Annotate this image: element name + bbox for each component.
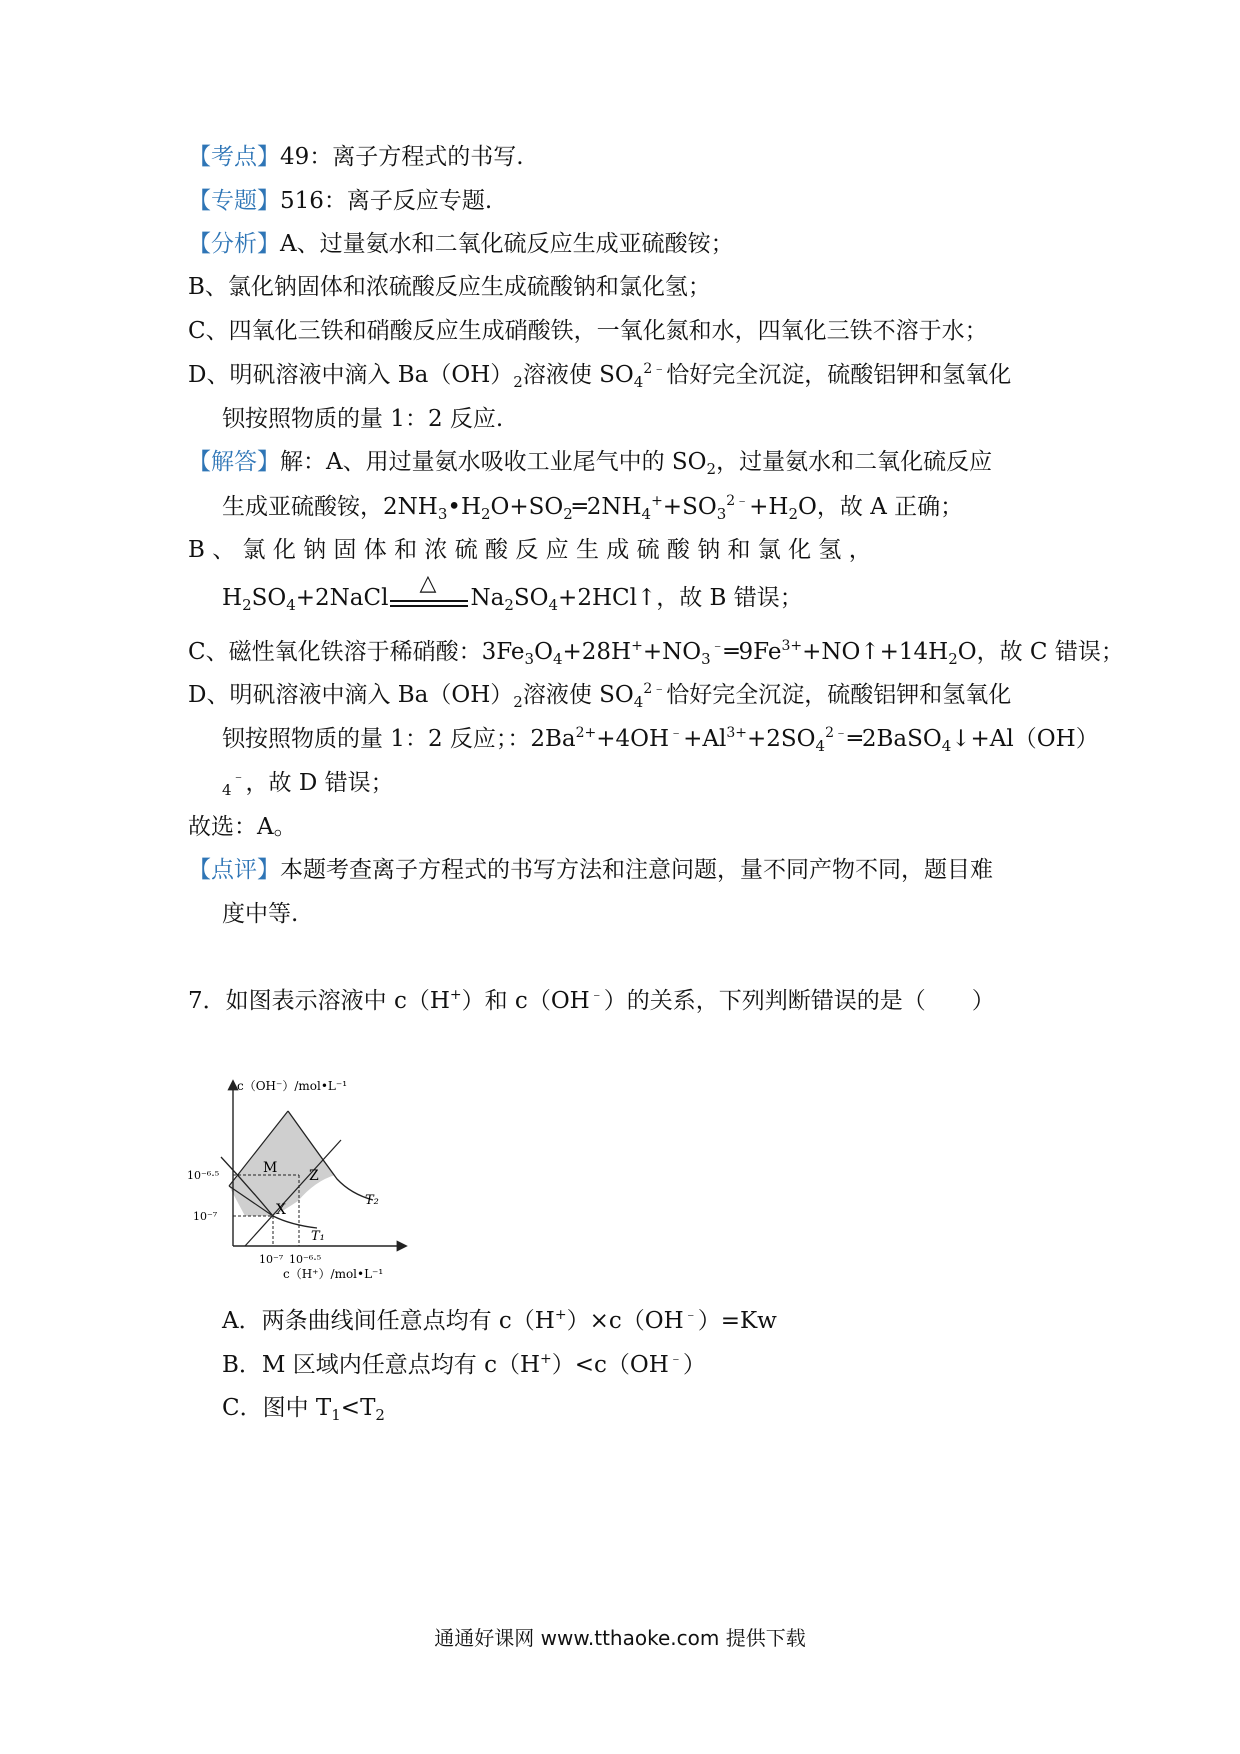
text: ↓+Al（OH）	[951, 726, 1099, 752]
option-a	[222, 1306, 777, 1336]
superscript: +	[631, 638, 643, 654]
text: ═2BaSO	[848, 726, 942, 752]
jieda-line-a1	[188, 447, 992, 477]
text: ，过量氨水和二氧化硫反应	[716, 449, 993, 475]
label-t1: T₁	[311, 1229, 325, 1244]
kaodian-text: 49：离子方程式的书写.	[280, 144, 524, 170]
text: 恰好完全沉淀，硫酸铝钾和氢氧化	[666, 682, 1012, 708]
subscript: 2	[788, 505, 799, 523]
text: ）	[682, 1352, 706, 1378]
equals-line	[390, 600, 468, 602]
subscript: 2	[481, 505, 491, 523]
text: O，故 C 错误；	[957, 639, 1124, 665]
text: D、明矾溶液中滴入 Ba（OH）	[188, 362, 514, 388]
question7-figure	[185, 1068, 455, 1298]
superscript: 2﹣	[643, 361, 667, 377]
subscript: 2	[504, 596, 514, 614]
heating-equals-sign	[388, 571, 470, 613]
jieda-line-b2	[222, 571, 803, 614]
superscript: ﹣	[669, 725, 684, 741]
text: SO	[513, 585, 549, 611]
text: +2SO	[747, 726, 816, 752]
subscript: 4	[815, 737, 826, 755]
text: C、磁性氧化铁溶于稀硝酸：3Fe	[188, 639, 525, 665]
superscript: ﹣	[589, 987, 604, 1003]
text: +H	[749, 494, 789, 520]
text: +SO	[662, 494, 717, 520]
text: +4OH	[596, 726, 670, 752]
subscript: 3	[524, 650, 535, 668]
text: B．M 区域内任意点均有 c（H	[222, 1352, 541, 1378]
jieda-choose: 故选：A。	[188, 814, 297, 840]
superscript: +	[449, 987, 462, 1003]
text: 解：A、用过量氨水吸收工业尾气中的 SO	[280, 449, 707, 475]
superscript: 2﹣	[825, 725, 848, 741]
subscript: 2	[706, 460, 717, 478]
text: ═9Fe	[724, 639, 782, 665]
superscript: ﹣	[231, 769, 246, 785]
subscript: 2	[563, 505, 573, 523]
subscript: 3	[716, 505, 727, 523]
superscript: +	[554, 1307, 567, 1323]
subscript: 4	[941, 737, 952, 755]
text: +NO↑+14H	[802, 639, 949, 665]
subscript: 4	[222, 781, 232, 799]
subscript: 3	[437, 505, 448, 523]
jieda-line-d3	[222, 768, 394, 798]
subscript: 2	[513, 373, 523, 391]
label-t2: T₂	[365, 1193, 379, 1208]
x-tick-high: 10⁻⁶·⁵	[289, 1253, 322, 1266]
text: ，故 D 错误；	[245, 770, 394, 796]
superscript: 2﹣	[726, 493, 750, 509]
superscript: 2﹣	[643, 681, 667, 697]
option-b	[222, 1350, 706, 1380]
text: D、明矾溶液中滴入 Ba（OH）	[188, 682, 514, 708]
fenxi-line	[188, 229, 734, 259]
text: •H	[447, 494, 481, 520]
superscript: ﹣	[683, 1307, 698, 1323]
superscript: +	[540, 1351, 552, 1367]
fenxi-tag: 【分析】	[188, 231, 280, 257]
subscript: 4	[633, 373, 644, 391]
option-c	[222, 1393, 385, 1423]
zhuanti-tag: 【专题】	[188, 188, 280, 214]
zhuanti-text: 516：离子反应专题.	[280, 188, 493, 214]
jieda-line-b1: B 、 氯 化 钠 固 体 和 浓 硫 酸 反 应 生 成 硫 酸 钠 和 氯 化 氢 ，	[188, 537, 872, 563]
jieda-line-d2	[222, 724, 1099, 754]
jieda-line-c	[188, 637, 1124, 667]
superscript: ﹣	[668, 1351, 683, 1367]
superscript: 3+	[726, 725, 747, 741]
text: ）×c（OH	[566, 1308, 684, 1334]
text: Na	[470, 585, 505, 611]
heat-triangle-icon: △	[419, 571, 437, 596]
footer-source: 通通好课网 www.tthaoke.com 提供下载	[434, 1626, 806, 1650]
dianping-text: 本题考查离子方程式的书写方法和注意问题，量不同产物不同，题目难	[280, 857, 993, 883]
text: 溶液使 SO	[522, 362, 634, 388]
superscript: ﹣	[710, 638, 725, 654]
text: <T	[340, 1395, 376, 1421]
text: O，故 A 正确；	[798, 494, 964, 520]
text: +NO	[642, 639, 702, 665]
text: ═2NH	[572, 494, 642, 520]
subscript: 2	[948, 650, 958, 668]
text: ）的关系，下列判断错误的是（ ）	[603, 988, 995, 1014]
superscript: 2+	[575, 725, 597, 741]
label-x: X	[276, 1202, 286, 1218]
zhuanti-line	[188, 186, 492, 216]
text: ）和 c（OH	[461, 988, 590, 1014]
text: 生成亚硫酸铵，	[222, 494, 383, 520]
text: ）=Kw	[697, 1308, 777, 1334]
fenxi-b: B、氯化钠固体和浓硫酸反应生成硫酸钠和氯化氢；	[188, 274, 711, 300]
subscript: 2	[513, 693, 523, 711]
text: 恰好完全沉淀，硫酸铝钾和氢氧化	[666, 362, 1012, 388]
jieda-tag: 【解答】	[188, 449, 280, 475]
question7-stem	[188, 986, 995, 1016]
kaodian-tag: 【考点】	[188, 144, 280, 170]
fenxi-d2: 钡按照物质的量 1：2 反应.	[222, 406, 504, 432]
fenxi-d	[188, 360, 1011, 390]
text: 7．如图表示溶液中 c（H	[188, 988, 450, 1014]
text: A．两条曲线间任意点均有 c（H	[222, 1308, 555, 1334]
text: 钡按照物质的量 1：2 反应；：2Ba	[222, 726, 576, 752]
x-axis-label: c（H⁺）/mol•L⁻¹	[283, 1267, 384, 1281]
text: +Al	[683, 726, 727, 752]
text: +2NaCl	[295, 585, 389, 611]
text: SO	[251, 585, 287, 611]
subscript: 4	[548, 596, 559, 614]
text: 2NH	[383, 494, 438, 520]
text: +28H	[562, 639, 632, 665]
subscript: 4	[552, 650, 563, 668]
subscript: 2	[242, 596, 252, 614]
dianping-text-2: 度中等.	[222, 901, 299, 927]
dianping-line	[188, 855, 993, 885]
superscript: 3+	[781, 638, 803, 654]
subscript: 1	[331, 1406, 341, 1424]
text: O+SO	[490, 494, 564, 520]
jieda-line-a2	[222, 492, 963, 522]
subscript: 3	[701, 650, 711, 668]
y-axis-label: c（OH⁻）/mol•L⁻¹	[237, 1079, 348, 1093]
y-tick-high: 10⁻⁶·⁵	[187, 1169, 220, 1182]
text: ）<c（OH	[551, 1352, 669, 1378]
superscript: +	[651, 493, 663, 509]
text: 溶液使 SO	[522, 682, 634, 708]
text: O	[534, 639, 553, 665]
y-tick-low: 10⁻⁷	[193, 1210, 218, 1223]
text: +2HCl↑，故 B 错误；	[558, 585, 803, 611]
fenxi-c: C、四氧化三铁和硝酸反应生成硝酸铁，一氧化氮和水，四氧化三铁不溶于水；	[188, 318, 988, 344]
fenxi-a: A、过量氨水和二氧化硫反应生成亚硫酸铵；	[280, 231, 734, 257]
text: H	[222, 585, 243, 611]
x-tick-low: 10⁻⁷	[259, 1253, 284, 1266]
subscript: 2	[375, 1406, 385, 1424]
subscript: 4	[641, 505, 652, 523]
label-z: Z	[309, 1168, 319, 1184]
equals-line	[390, 605, 468, 607]
kaodian-line	[188, 142, 524, 172]
subscript: 4	[633, 693, 644, 711]
jieda-line-d1	[188, 680, 1011, 710]
dianping-tag: 【点评】	[188, 857, 280, 883]
text: C．图中 T	[222, 1395, 332, 1421]
label-m: M	[263, 1160, 278, 1176]
subscript: 4	[286, 596, 296, 614]
